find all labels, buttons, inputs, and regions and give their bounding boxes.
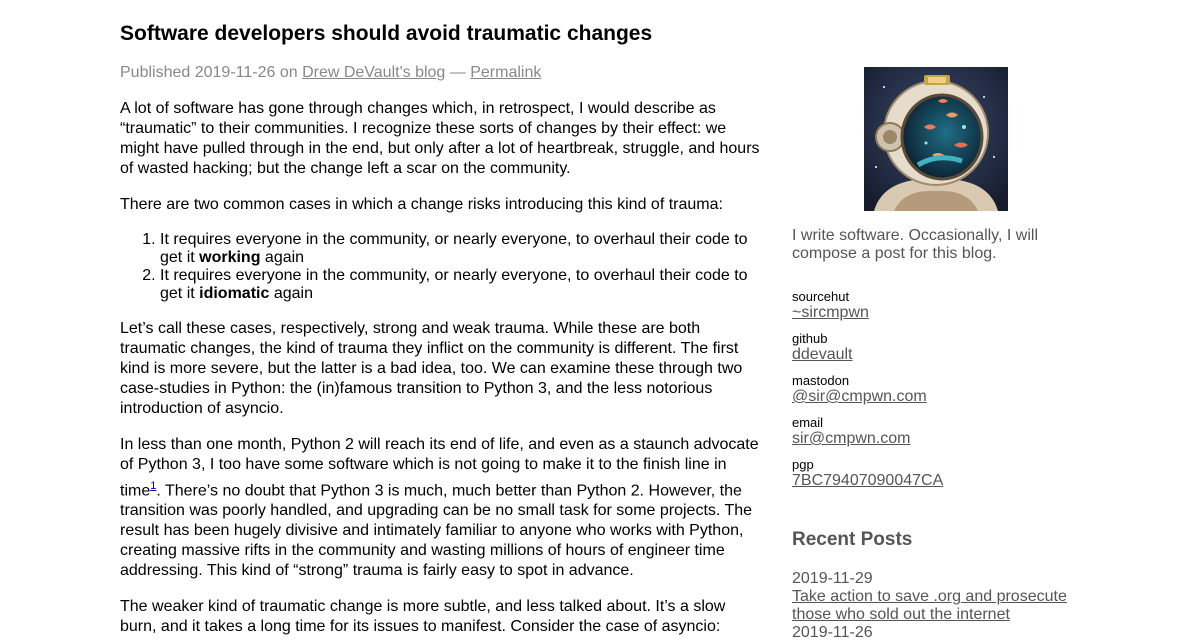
post-date: 2019-11-29 <box>792 570 873 587</box>
footnote-link[interactable]: 1 <box>150 480 157 492</box>
link-mastodon <box>792 373 1080 406</box>
author-bio: I write software. Occasionally, I will compose a post for this blog. <box>792 227 1038 262</box>
link-label: sourcehut <box>792 289 850 304</box>
paragraph-5: The weaker kind of traumatic change is more subtle, and less talked about. It’s a slow burn, and it takes a long time for its issues to manifest. Consider the case of asyncio: <box>120 598 726 636</box>
link-label: pgp <box>792 457 814 472</box>
recent-post <box>792 570 1080 624</box>
meta-separator: — <box>445 64 471 81</box>
link-label: mastodon <box>792 373 850 388</box>
link-value[interactable]: sir@cmpwn.com <box>792 430 911 447</box>
article-title: Software developers should avoid traumatic changes <box>120 22 653 45</box>
paragraph-3: Let’s call these cases, respectively, strong and weak trauma. While these are both traumatic changes, the kind of trauma they inflict on the community is different. The first kind is more severe, but the latter is a bad idea, too. We can examine these through two case-studies in Python: the (in)famous transition to Python 3, and the less notorious introduction of asyncio. <box>120 320 743 417</box>
link-email <box>792 415 1080 448</box>
link-value[interactable]: @sir@cmpwn.com <box>792 388 927 405</box>
recent-posts-heading: Recent Posts <box>792 529 913 550</box>
article-meta <box>120 63 765 83</box>
page <box>120 0 1080 641</box>
blog-link[interactable]: Drew DeVault's blog <box>302 64 446 81</box>
link-value[interactable]: 7BC79407090047CA <box>792 472 944 489</box>
article <box>120 0 765 637</box>
link-label: email <box>792 415 824 430</box>
published-date: Published 2019-11-26 on <box>120 64 303 81</box>
paragraph-2: There are two common cases in which a change risks introducing this kind of trauma: <box>120 196 723 213</box>
profile-links <box>792 289 1080 499</box>
post-title-link[interactable]: Take action to save .org and prosecute those who sold out the internet <box>792 588 1067 623</box>
link-pgp <box>792 457 1080 490</box>
trauma-list <box>120 231 765 303</box>
post-date: 2019-11-26 <box>792 624 873 641</box>
list-item: 2. It requires everyone in the community, or nearly everyone, to overhaul their code to get it idiomatic again <box>160 267 765 303</box>
link-github <box>792 331 1080 364</box>
astronaut-avatar-icon <box>864 67 1008 211</box>
paragraph-1: A lot of software has gone through changes which, in retrospect, I would describe as “traumatic” to their communities. I recognize these sorts of changes by their effect: we might have pulled through in the end, but only after a lot of heartbreak, struggle, and hours of wasted hacking; but the change left a scar on the community. <box>120 100 760 177</box>
link-label: github <box>792 331 828 346</box>
recent-posts-list <box>792 570 1080 642</box>
paragraph-4: In less than one month, Python 2 will reach its end of life, and even as a staunch advocate of Python 3, I too have some software which is not going to make it to the finish line in time$^1$. There’s no doubt that Python 3 is much, much better than Python 2. However, the transition was poorly handled, and upgrading can be no small task for some projects. The result has been hugely divisive and intimately familiar to anyone who works with Python, creating massive rifts in the community and wasting millions of hours of engineer time addressing. This kind of “strong” trauma is fairly easy to spot in advance. <box>120 436 759 580</box>
link-sourcehut <box>792 289 1080 322</box>
recent-post <box>792 624 1080 642</box>
link-value[interactable]: ~sircmpwn <box>792 304 869 321</box>
list-item: 1. It requires everyone in the community, or nearly everyone, to overhaul their code to get it working again <box>160 231 765 267</box>
permalink-link[interactable]: Permalink <box>470 64 542 81</box>
avatar <box>864 67 1008 211</box>
link-value[interactable]: ddevault <box>792 346 853 363</box>
